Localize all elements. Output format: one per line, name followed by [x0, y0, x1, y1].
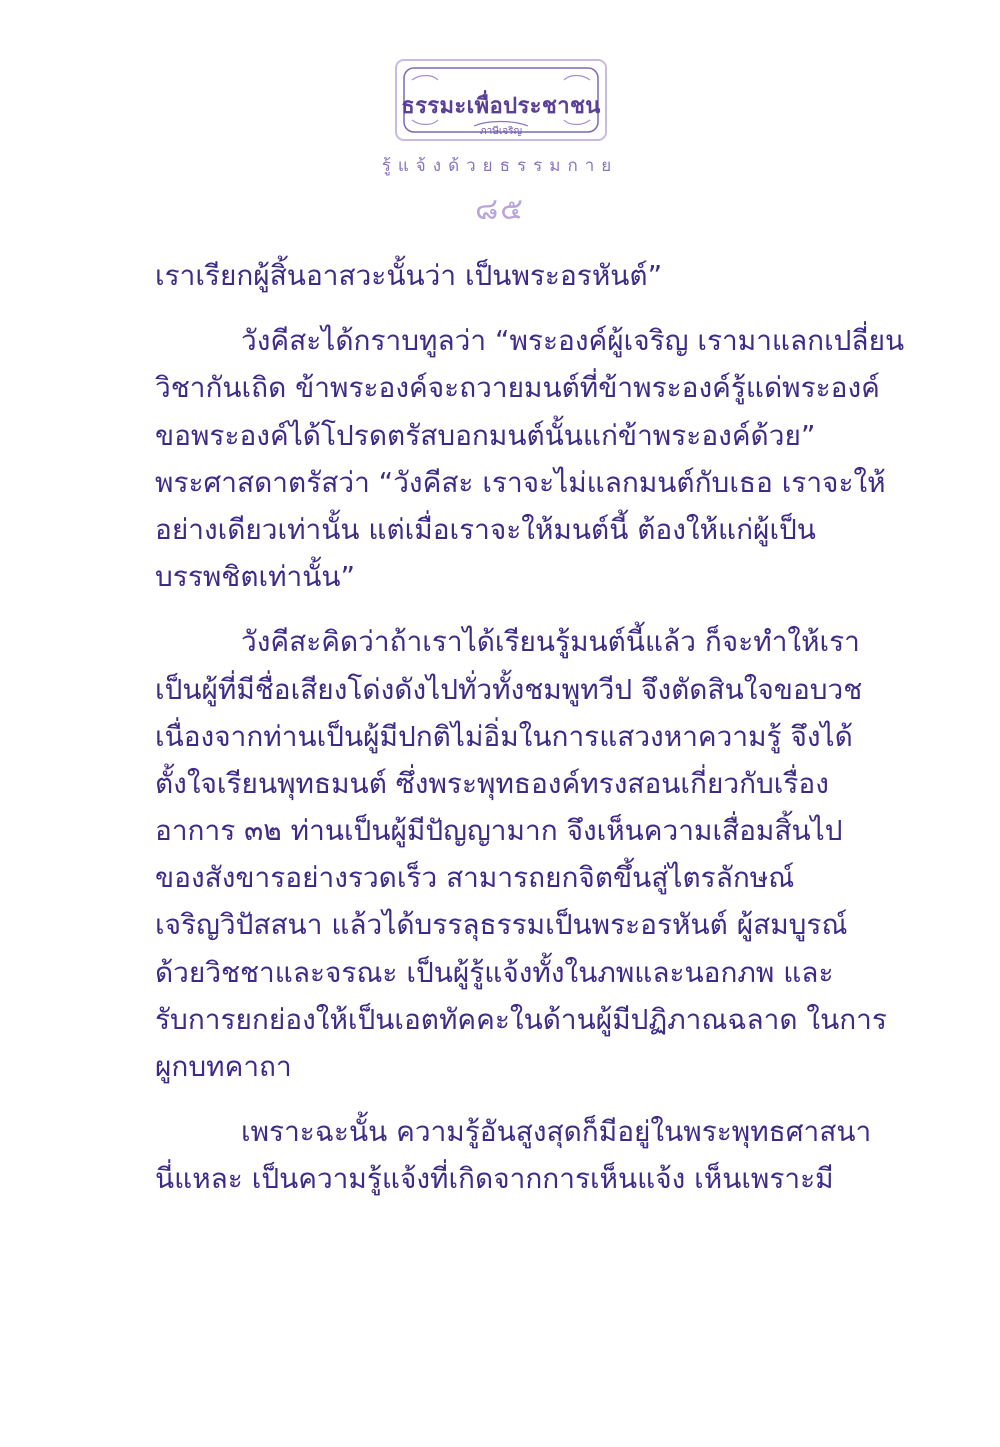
text-line: อาการ ๓๒ ท่านเป็นผู้มีปัญญามาก จึงเห็นความเสื่อมสิ้นไป — [155, 814, 843, 848]
text-line: ผูกบทคาถา — [155, 1050, 292, 1083]
paragraph — [155, 618, 887, 1090]
page-header — [0, 54, 1000, 234]
text-line: ตั้งใจเรียนพุทธมนต์ ซึ่งพระพุทธองค์ทรงสอนเกี่ยวกับเรื่อง — [155, 766, 829, 800]
book-subtitle: รู้แจ้งด้วยธรรมกาย — [381, 156, 619, 176]
text-line: พระศาสดาตรัสว่า “วังคีสะ เราจะไม่แลกมนต์กับเธอ เราจะให้ — [155, 465, 886, 499]
logo-title: ธรรมะเพื่อประชาชน — [401, 93, 601, 119]
text-line: วังคีสะคิดว่าถ้าเราได้เรียนรู้มนต์นี้แล้ว ก็จะทำให้เรา — [241, 625, 860, 659]
book-title-logo — [390, 54, 612, 146]
paragraph — [155, 317, 905, 600]
text-line: เจริญวิปัสสนา แล้วได้บรรลุธรรมเป็นพระอรหันต์ ผู้สมบูรณ์ — [155, 908, 848, 942]
paragraph — [155, 1108, 875, 1202]
text-line: รับการยกย่องให้เป็นเอตทัคคะในด้านผู้มีปฏิภาณฉลาด ในการ — [155, 1002, 887, 1036]
text-line: ของสังขารอย่างรวดเร็ว สามารถยกจิตขึ้นสู่ไตรลักษณ์ — [155, 861, 795, 895]
paragraph-gap — [155, 1090, 875, 1108]
paragraph — [155, 252, 875, 299]
text-line: บรรพชิตเท่านั้น” — [155, 560, 356, 594]
paragraph-gap — [155, 299, 875, 317]
text-line: เราเรียกผู้สิ้นอาสวะนั้นว่า เป็นพระอรหันต์” — [155, 259, 663, 292]
page-body — [155, 252, 905, 1203]
text-line: เพราะฉะนั้น ความรู้อันสูงสุดก็มีอยู่ในพระพุทธศาสนา — [241, 1115, 872, 1149]
text-line: วิชากันเถิด ข้าพระองค์จะถวายมนต์ที่ข้าพระองค์รู้แด่พระองค์ — [155, 371, 880, 405]
text-line: วังคีสะได้กราบทูลว่า “พระองค์ผู้เจริญ เรามาแลกเปลี่ยน — [241, 324, 905, 358]
text-line: เป็นผู้ที่มีชื่อเสียงโด่งดังไปทั่วทั้งชมพูทวีป จึงตัดสินใจขอบวช — [155, 672, 863, 706]
text-line: เนื่องจากท่านเป็นผู้มีปกติไม่อิ่มในการแสวงหาความรู้ จึงได้ — [155, 719, 853, 753]
text-line: อย่างเดียวเท่านั้น แต่เมื่อเราจะให้มนต์นี้ ต้องให้แก่ผู้เป็น — [155, 512, 816, 546]
page-number: ๘๕ — [475, 192, 525, 227]
logo-subtitle: ภาษีเจริญ — [480, 126, 522, 137]
text-line: ด้วยวิชชาและจรณะ เป็นผู้รู้แจ้งทั้งในภพและนอกภพ และ — [155, 955, 834, 989]
text-line: ขอพระองค์ได้โปรดตรัสบอกมนต์นั้นแก่ข้าพระองค์ด้วย” — [155, 418, 816, 452]
paragraph-gap — [155, 600, 875, 618]
text-line: นี่แหละ เป็นความรู้แจ้งที่เกิดจากการเห็นแจ้ง เห็นเพราะมี — [155, 1162, 834, 1196]
